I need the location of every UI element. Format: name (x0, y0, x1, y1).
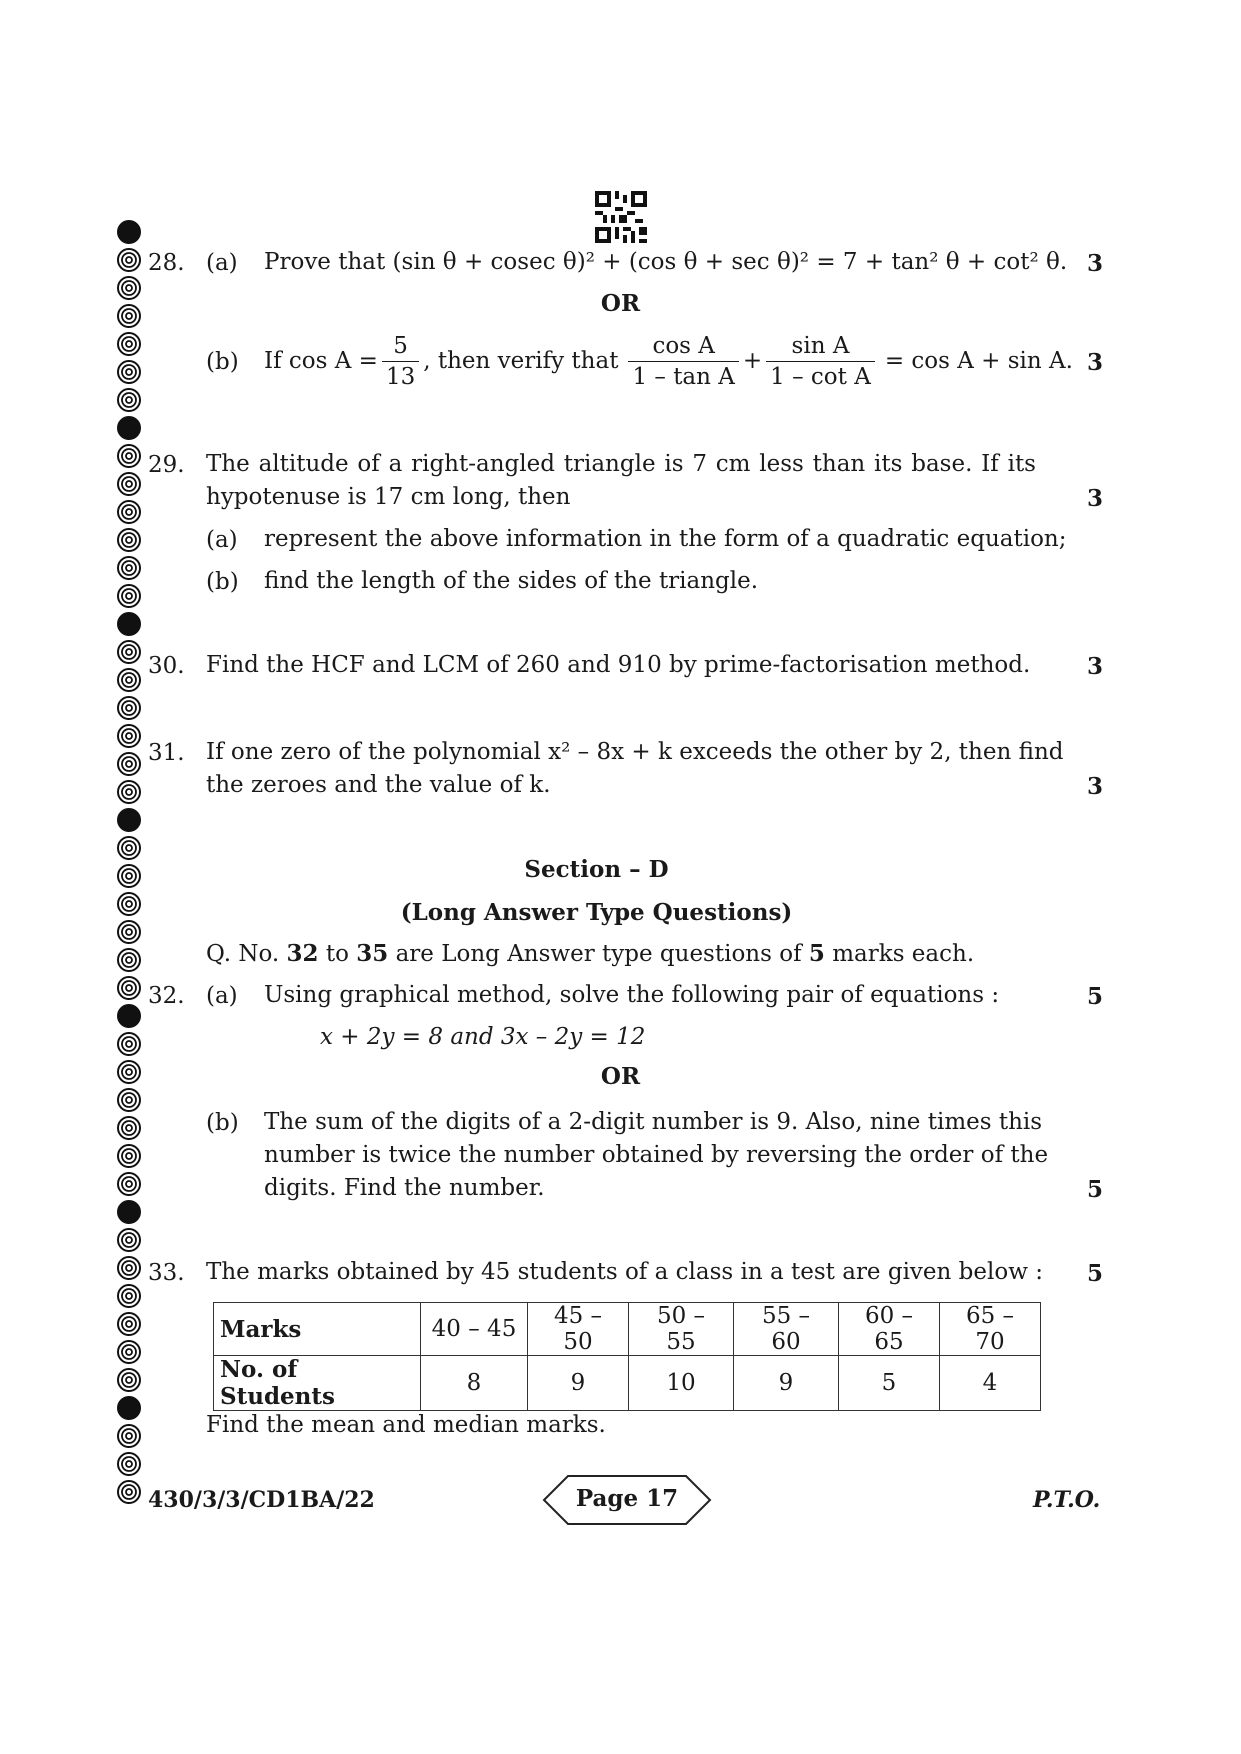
q32a-label: (a) (206, 983, 238, 1009)
margin-circle-inner-ring (126, 509, 132, 515)
margin-circle-inner-ring (122, 1149, 136, 1163)
q33-marks: 5 (1086, 1260, 1103, 1287)
class-cell: 65 – 70 (940, 1303, 1041, 1356)
section-instruction (206, 937, 974, 971)
student-count-cell: 5 (839, 1356, 940, 1411)
q29b-text: find the length of the sides of the triangle. (264, 568, 759, 594)
margin-circle-inner-ring (122, 1373, 136, 1387)
margin-circle-inner-ring (126, 1237, 132, 1243)
q33-followup: Find the mean and median marks. (206, 1412, 606, 1438)
q28a-label: (a) (206, 250, 238, 276)
student-count-cell: 9 (734, 1356, 839, 1411)
instruction-mid: are Long Answer type questions of (395, 941, 802, 967)
q28b-mid: , then verify that (423, 348, 619, 374)
margin-circle-inner-ring (126, 1265, 132, 1271)
student-count-cell: 10 (629, 1356, 734, 1411)
margin-circle-inner-ring (126, 1377, 132, 1383)
margin-circle-inner-ring (122, 1289, 136, 1303)
margin-circle-inner-ring (122, 449, 136, 463)
instruction-to-word: to (325, 941, 349, 967)
margin-circle-inner-ring (122, 1345, 136, 1359)
q29-number: 29. (148, 452, 185, 478)
margin-circle-inner-ring (122, 645, 136, 659)
margin-circle-inner-ring (126, 397, 132, 403)
margin-circle-inner-ring (122, 253, 136, 267)
margin-circle-inner-ring (126, 341, 132, 347)
margin-circle-inner-ring (122, 561, 136, 575)
student-count-cell: 4 (940, 1356, 1041, 1411)
margin-circle-inner-ring (126, 1321, 132, 1327)
q32b-marks: 5 (1086, 1176, 1103, 1203)
margin-circle-inner-ring (126, 1125, 132, 1131)
margin-circle-inner-ring (126, 649, 132, 655)
margin-circle-inner-ring (126, 1293, 132, 1299)
margin-circle-inner-ring (126, 1041, 132, 1047)
instruction-to: 35 (356, 940, 389, 967)
qr-code (595, 191, 647, 243)
margin-circle-inner-ring (126, 369, 132, 375)
margin-circle-inner-ring (122, 1485, 136, 1499)
margin-circle-inner-ring (122, 925, 136, 939)
margin-circle-inner-ring (122, 841, 136, 855)
q32-or: OR (600, 1063, 641, 1090)
margin-circle-inner-ring (126, 565, 132, 571)
margin-circle-inner-ring (126, 481, 132, 487)
margin-circle-inner-ring (122, 1177, 136, 1191)
margin-circle-inner-ring (122, 729, 136, 743)
frac2-den: 1 – tan A (628, 361, 738, 392)
q32b-line3: digits. Find the number. (264, 1175, 545, 1201)
page-number-box (542, 1474, 712, 1530)
margin-circle-inner-ring (122, 701, 136, 715)
student-count-cell: 9 (528, 1356, 629, 1411)
q32a-text: Using graphical method, solve the following pair of equations : (264, 982, 1000, 1008)
margin-circle-inner-ring (122, 1429, 136, 1443)
class-cell: 45 – 50 (528, 1303, 629, 1356)
table-header-students: No. of Students (214, 1356, 421, 1411)
q28a-text-content: Prove that (sin θ + cosec θ)² + (cos θ + sec θ)² = 7 + tan² θ + cot² θ. (264, 249, 1068, 275)
frac3-num: sin A (791, 333, 850, 359)
table-row-students (214, 1356, 1041, 1411)
margin-circle-inner-ring (126, 929, 132, 935)
instruction-from: 32 (286, 940, 319, 967)
margin-circle-inner-ring (126, 677, 132, 683)
margin-circle-inner-ring (126, 789, 132, 795)
q32a-marks: 5 (1086, 983, 1103, 1010)
student-count-cell: 8 (421, 1356, 528, 1411)
table-header-marks: Marks (214, 1303, 421, 1356)
margin-circle-inner-ring (126, 537, 132, 543)
margin-circle-inner-ring (122, 953, 136, 967)
margin-circle-inner-ring (126, 1349, 132, 1355)
q28-or: OR (600, 290, 641, 317)
margin-circle-inner-ring (126, 705, 132, 711)
marks-distribution-table (213, 1302, 1041, 1411)
q33-text: The marks obtained by 45 students of a class in a test are given below : (206, 1259, 1043, 1285)
margin-circle-inner-ring (126, 733, 132, 739)
q29-line1: The altitude of a right-angled triangle is 7 cm less than its base. If its (206, 451, 1036, 477)
q28a-marks: 3 (1086, 250, 1103, 277)
q30-marks: 3 (1086, 653, 1103, 680)
q32b-line1: The sum of the digits of a 2-digit number is 9. Also, nine times this (264, 1109, 1043, 1135)
q31-number: 31. (148, 740, 185, 766)
frac1-den: 13 (382, 361, 419, 392)
q28b-label: (b) (206, 349, 239, 375)
margin-circle-inner-ring (122, 365, 136, 379)
margin-circle-inner-ring (122, 337, 136, 351)
margin-circle-inner-ring (126, 957, 132, 963)
q30-number: 30. (148, 653, 185, 679)
margin-circle-inner-ring (122, 393, 136, 407)
margin-circle-inner-ring (126, 1461, 132, 1467)
q28b-marks: 3 (1086, 349, 1103, 376)
frac1-num: 5 (393, 333, 408, 359)
margin-circle-solid (118, 221, 140, 243)
instruction-marks: 5 (808, 940, 825, 967)
margin-circle-inner-ring (126, 257, 132, 263)
margin-circle-inner-ring (122, 533, 136, 547)
margin-circle-inner-ring (122, 757, 136, 771)
q29b-label: (b) (206, 569, 239, 595)
q29-line2: hypotenuse is 17 cm long, then (206, 484, 571, 510)
q30-text: Find the HCF and LCM of 260 and 910 by prime-factorisation method. (206, 652, 1031, 678)
q28b-prefix: If cos A = (264, 348, 378, 374)
section-subtitle: (Long Answer Type Questions) (400, 899, 793, 926)
margin-circle-inner-ring (126, 1489, 132, 1495)
q29a-label: (a) (206, 527, 238, 553)
margin-circle-inner-ring (126, 1433, 132, 1439)
instruction-pre: Q. No. (206, 941, 280, 967)
margin-circle-inner-ring (122, 1261, 136, 1275)
margin-circle-inner-ring (122, 505, 136, 519)
page-number: Page 17 (575, 1485, 679, 1512)
instruction-post: marks each. (832, 941, 975, 967)
class-cell: 55 – 60 (734, 1303, 839, 1356)
margin-circle-inner-ring (122, 1317, 136, 1331)
margin-circle-inner-ring (122, 981, 136, 995)
q28b-suffix: = cos A + sin A. (884, 348, 1073, 374)
q32b-label: (b) (206, 1110, 239, 1136)
margin-circle-inner-ring (126, 985, 132, 991)
margin-circle-inner-ring (122, 477, 136, 491)
margin-circle-inner-ring (122, 1233, 136, 1247)
margin-circle-inner-ring (126, 453, 132, 459)
margin-circle-solid (118, 1201, 140, 1223)
class-cell: 40 – 45 (421, 1303, 528, 1356)
q31-line1: If one zero of the polynomial x² – 8x + k exceeds the other by 2, then find (206, 739, 1064, 765)
class-cell: 50 – 55 (629, 1303, 734, 1356)
section-title: Section – D (524, 856, 669, 883)
q28-number: 28. (148, 250, 185, 276)
margin-circle-solid (118, 1397, 140, 1419)
q28b-fraction-2 (766, 331, 875, 392)
q32b-line2: number is twice the number obtained by reversing the order of the (264, 1142, 1049, 1168)
pto-label: P.T.O. (1033, 1487, 1101, 1513)
q29-marks: 3 (1086, 485, 1103, 512)
margin-circle-inner-ring (126, 1153, 132, 1159)
q28b-plus: + (742, 348, 763, 374)
margin-circle-solid (118, 1005, 140, 1027)
q28a-text (264, 246, 1067, 279)
q28b-text (264, 331, 1073, 392)
margin-circle-inner-ring (122, 1121, 136, 1135)
margin-circle-inner-ring (122, 1457, 136, 1471)
q28b-fraction-1 (628, 331, 738, 392)
q32-number: 32. (148, 983, 185, 1009)
margin-circle-inner-ring (126, 1097, 132, 1103)
margin-circle-inner-ring (122, 1093, 136, 1107)
q28b-fraction-cos (382, 331, 419, 392)
paper-code: 430/3/3/CD1BA/22 (148, 1487, 375, 1513)
margin-circle-inner-ring (126, 761, 132, 767)
margin-circle-solid (118, 417, 140, 439)
q29a-text: represent the above information in the form of a quadratic equation; (264, 526, 1067, 552)
q31-line2: the zeroes and the value of k. (206, 772, 551, 798)
margin-circle-inner-ring (126, 593, 132, 599)
q31-marks: 3 (1086, 773, 1103, 800)
margin-circle-inner-ring (126, 1181, 132, 1187)
margin-circle-inner-ring (122, 673, 136, 687)
table-row-marks (214, 1303, 1041, 1356)
margin-circle-inner-ring (122, 1037, 136, 1051)
margin-circle-solid (118, 809, 140, 831)
class-cell: 60 – 65 (839, 1303, 940, 1356)
margin-circle-inner-ring (126, 845, 132, 851)
margin-circle-inner-ring (122, 785, 136, 799)
margin-circle-inner-ring (122, 589, 136, 603)
q32-equation: x + 2y = 8 and 3x – 2y = 12 (320, 1024, 646, 1050)
frac3-den: 1 – cot A (766, 361, 875, 392)
frac2-num: cos A (652, 333, 715, 359)
q33-number: 33. (148, 1260, 185, 1286)
margin-circle-solid (118, 613, 140, 635)
